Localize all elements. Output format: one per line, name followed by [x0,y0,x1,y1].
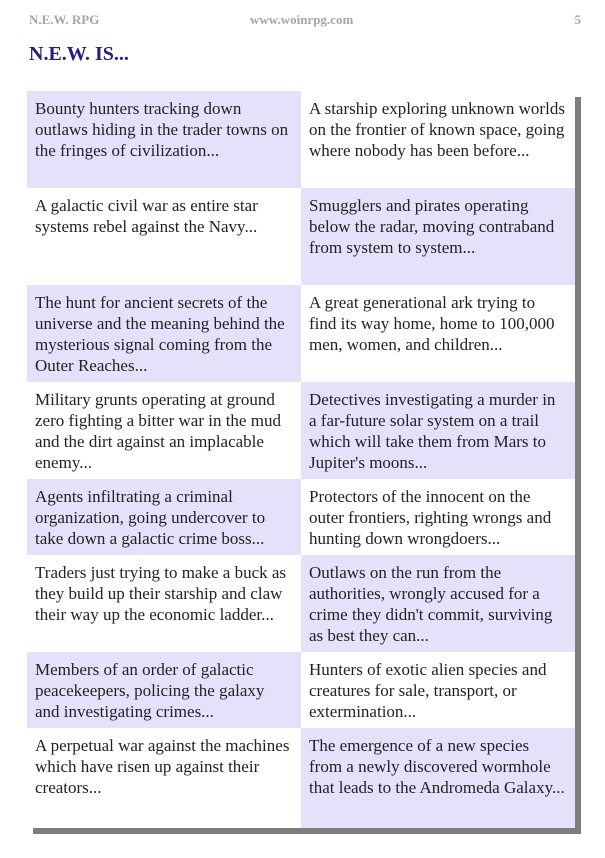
table-cell: Traders just trying to make a buck as they build up their starship and claw their way up the economic ladder... [27,555,301,652]
table-row [27,188,575,285]
table-cell: Agents infiltrating a criminal organization, going undercover to take down a galactic crime boss... [27,479,301,555]
table-row [27,652,575,728]
table-cell: Hunters of exotic alien species and creatures for sale, transport, or extermination... [301,652,575,728]
table-cell: Detectives investigating a murder in a far-future solar system on a trail which will take them from Mars to Jupiter's moons... [301,382,575,479]
table-row [27,285,575,382]
table-cell: Military grunts operating at ground zero fighting a bitter war in the mud and the dirt against an implacable enemy... [27,382,301,479]
table-row [27,382,575,479]
table-row [27,728,575,828]
section-title: N.E.W. IS... [29,43,129,65]
table-cell: A great generational ark trying to find its way home, home to 100,000 men, women, and children... [301,285,575,382]
page-header [29,12,581,32]
table-cell: A galactic civil war as entire star systems rebel against the Navy... [27,188,301,285]
table-cell: The emergence of a new species from a newly discovered wormhole that leads to the Andromeda Galaxy... [301,728,575,828]
table-row [27,479,575,555]
table-cell: Bounty hunters tracking down outlaws hiding in the trader towns on the fringes of civilization... [27,91,301,188]
table-cell: Outlaws on the run from the authorities, wrongly accused for a crime they didn't commit, surviving as best they can... [301,555,575,652]
table-cell: Smugglers and pirates operating below the radar, moving contraband from system to system... [301,188,575,285]
table-cell: Protectors of the innocent on the outer frontiers, righting wrongs and hunting down wrongdoers... [301,479,575,555]
table-cell: Members of an order of galactic peacekeepers, policing the galaxy and investigating crimes... [27,652,301,728]
header-website-url[interactable]: www.woinrpg.com [250,12,354,27]
table-cell: The hunt for ancient secrets of the universe and the meaning behind the mysterious signal coming from the Outer Reaches... [27,285,301,382]
table-cell: A perpetual war against the machines which have risen up against their creators... [27,728,301,828]
premise-table [27,91,575,828]
table-row [27,91,575,188]
page-number: 5 [574,12,581,27]
header-game-title: N.E.W. RPG [29,12,100,27]
table-cell: A starship exploring unknown worlds on the frontier of known space, going where nobody has been before... [301,91,575,188]
table-row [27,555,575,652]
